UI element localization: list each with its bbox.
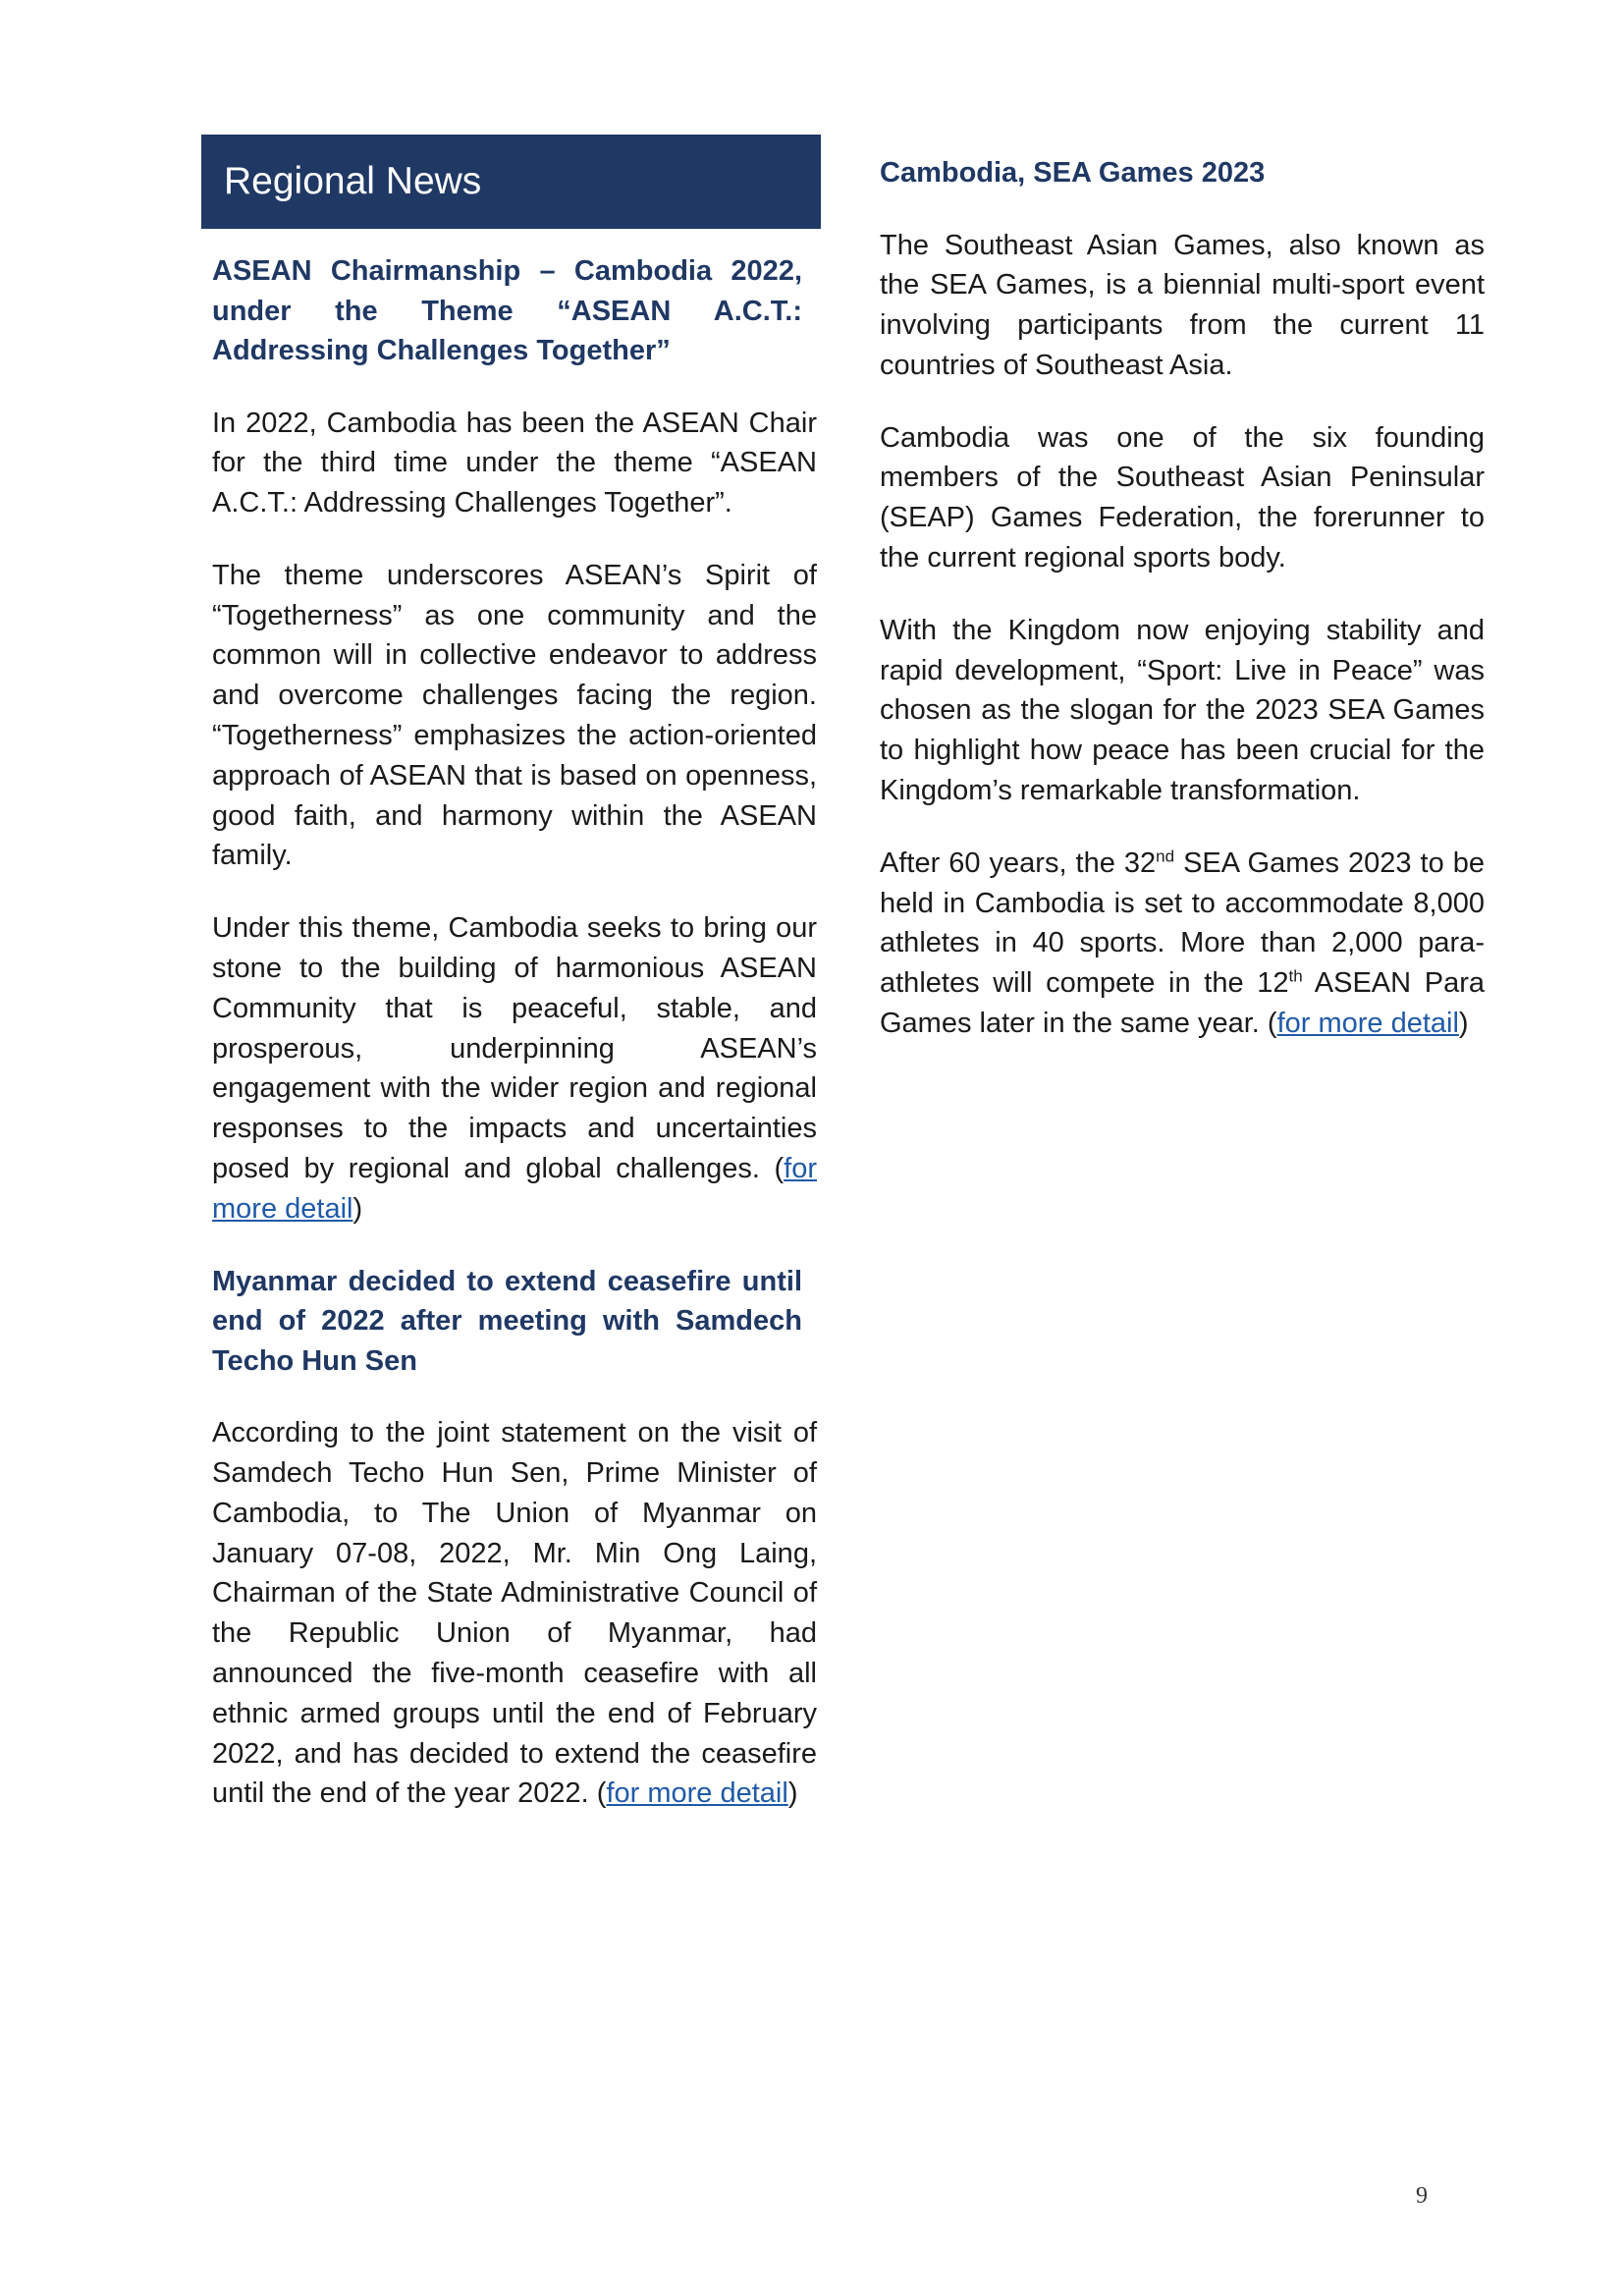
paragraph-text: SEA Games 2023 to be held in Cambodia is set to accommodate 8,000 athletes in 40 sports. More than 2,000 para-athletes will compete in the 12	[880, 847, 1485, 1000]
section-title: Regional News	[224, 160, 482, 202]
left-column	[212, 251, 817, 1846]
article-paragraph	[880, 844, 1485, 1044]
article-heading-sea-games: Cambodia, SEA Games 2023	[880, 157, 1266, 189]
article-paragraph	[212, 1413, 817, 1814]
article-paragraph: In 2022, Cambodia has been the ASEAN Chair for the third time under the theme “ASEAN A.C.T.: Addressing Challenges Together”.	[212, 407, 817, 519]
article-paragraph: With the Kingdom now enjoying stability and rapid development, “Sport: Live in Peace” was chosen as the slogan for the 2023 SEA Games to highlight how peace has been crucial for the Kingdom’s remarkable transformation.	[880, 614, 1485, 807]
paren-close: )	[787, 1777, 798, 1810]
paren-close: )	[352, 1192, 363, 1225]
more-detail-link[interactable]: for more detail	[1276, 1008, 1459, 1040]
article-heading-asean-chairmanship: ASEAN Chairmanship – Cambodia 2022, under the Theme “ASEAN A.C.T.: Addressing Challenges Together”	[212, 255, 802, 366]
paragraph-text: After 60 years, the 32	[880, 847, 1157, 879]
article-paragraph	[212, 908, 817, 1229]
article-paragraph: The theme underscores ASEAN’s Spirit of “Togetherness” as one community and the common will in collective endeavor to address and overcome challenges facing the region. “Togetherness” emphasizes the action-oriented approach of ASEAN that is based on openness, good faith, and harmony within the ASEAN family.	[212, 559, 817, 872]
paragraph-text: ASEAN Para Games later in the same year. (	[880, 967, 1485, 1040]
more-detail-link[interactable]: for more detail	[606, 1777, 788, 1810]
more-detail-link[interactable]: for more detail	[212, 1153, 817, 1225]
article-heading-myanmar-ceasefire: Myanmar decided to extend ceasefire until end of 2022 after meeting with Samdech Techo Hun Sen	[212, 1265, 802, 1377]
section-banner	[201, 135, 821, 229]
paragraph-text: According to the joint statement on the visit of Samdech Techo Hun Sen, Prime Minister of Cambodia, to The Union of Myanmar on January 07-08, 2022, Mr. Min Ong Laing, Chairman of the State Administrative Council of the Republic Union of Myanmar, had announced the five-month ceasefire with all ethnic armed groups until the end of February 2022, and has decided to extend the ceasefire until the end of the year 2022. (	[212, 1417, 817, 1810]
ordinal-suffix: nd	[1156, 847, 1175, 866]
paren-close: )	[1458, 1008, 1469, 1040]
article-paragraph: The Southeast Asian Games, also known as the SEA Games, is a biennial multi-sport event involving participants from the current 11 countries of Southeast Asia.	[880, 229, 1485, 381]
paragraph-text: Under this theme, Cambodia seeks to bring our stone to the building of harmonious ASEAN Community that is peaceful, stable, and prosperous, underpinning ASEAN’s engagement with the wider region and regional responses to the impacts and uncertainties posed by regional and global challenges. (	[212, 912, 817, 1185]
article-paragraph: Cambodia was one of the six founding members of the Southeast Asian Peninsular (SEAP) Games Federation, the forerunner to the current regional sports body.	[880, 421, 1485, 574]
ordinal-suffix: th	[1288, 966, 1303, 986]
right-column	[880, 153, 1485, 1076]
page-number: 9	[1416, 2183, 1428, 2209]
